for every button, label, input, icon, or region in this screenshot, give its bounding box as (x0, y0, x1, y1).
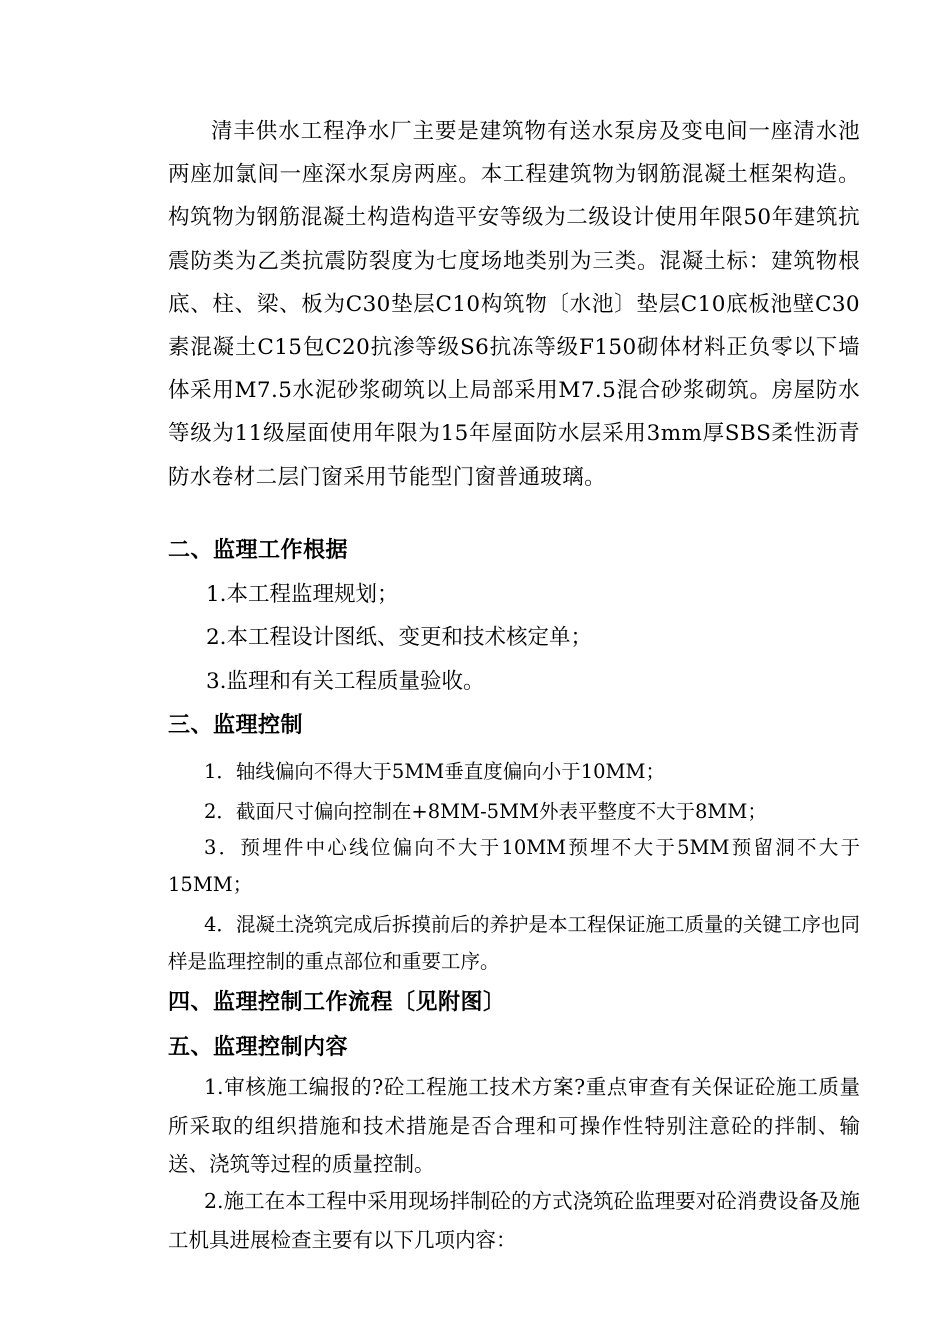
section-5-item-1: 1.审核施工编报的?砼工程施工技术方案?重点审查有关保证砼施工质量所采取的组织措施和技术措施是否合理和可操作性特别注意砼的拌制、输送、浇筑等过程的质量控制。 (168, 1075, 860, 1176)
section-3-item-3: 3．预埋件中心线位偏向不大于10MM预埋不大于5MM预留洞不大于15MM； (168, 836, 860, 896)
section-2-heading: 二、监理工作根据 (168, 538, 349, 563)
section-5-heading: 五、监理控制内容 (168, 1035, 349, 1060)
section-3-item-4: 4．混凝土浇筑完成后拆摸前后的养护是本工程保证施工质量的关键工序也同样是监理控制的重点部位和重要工序。 (168, 913, 860, 973)
intro-paragraph: 清丰供水工程净水厂主要是建筑物有送水泵房及变电间一座清水池两座加氯间一座深水泵房两座。本工程建筑物为钢筋混凝土框架构造。构筑物为钢筋混凝土构造构造平安等级为二级设计使用年限50年建筑抗震防类为乙类抗震防裂度为七度场地类别为三类。混凝土标：建筑物根底、柱、梁、板为C30垫层C10构筑物〔水池〕垫层C10底板池壁C30素混凝土C15包C20抗渗等级S6抗冻等级F150砌体材料正负零以下墙体采用M7.5水泥砂浆砌筑以上局部采用M7.5混合砂浆砌筑。房屋防水等级为11级屋面使用年限为15年屋面防水层采用3mm厚SBS柔性沥青防水卷材二层门窗采用节能型门窗普通玻璃。 (168, 119, 860, 490)
section-3-item-1: 1．轴线偏向不得大于5MM垂直度偏向小于10MM； (204, 760, 665, 783)
section-2-item-2: 2.本工程设计图纸、变更和技术核定单； (206, 625, 593, 650)
section-4-heading: 四、监理控制工作流程〔见附图〕 (168, 990, 506, 1015)
section-3-heading: 三、监理控制 (168, 713, 304, 738)
section-5-item-2: 2.施工在本工程中采用现场拌制砼的方式浇筑砼监理要对砼消费设备及施工机具进展检查主要有以下几项内容： (168, 1189, 860, 1252)
section-3-item-2: 2．截面尺寸偏向控制在+8MM-5MM外表平整度不大于8MM； (204, 800, 767, 823)
section-2-item-1: 1.本工程监理规划； (206, 582, 399, 607)
section-2-item-3: 3.监理和有关工程质量验收。 (206, 669, 485, 694)
